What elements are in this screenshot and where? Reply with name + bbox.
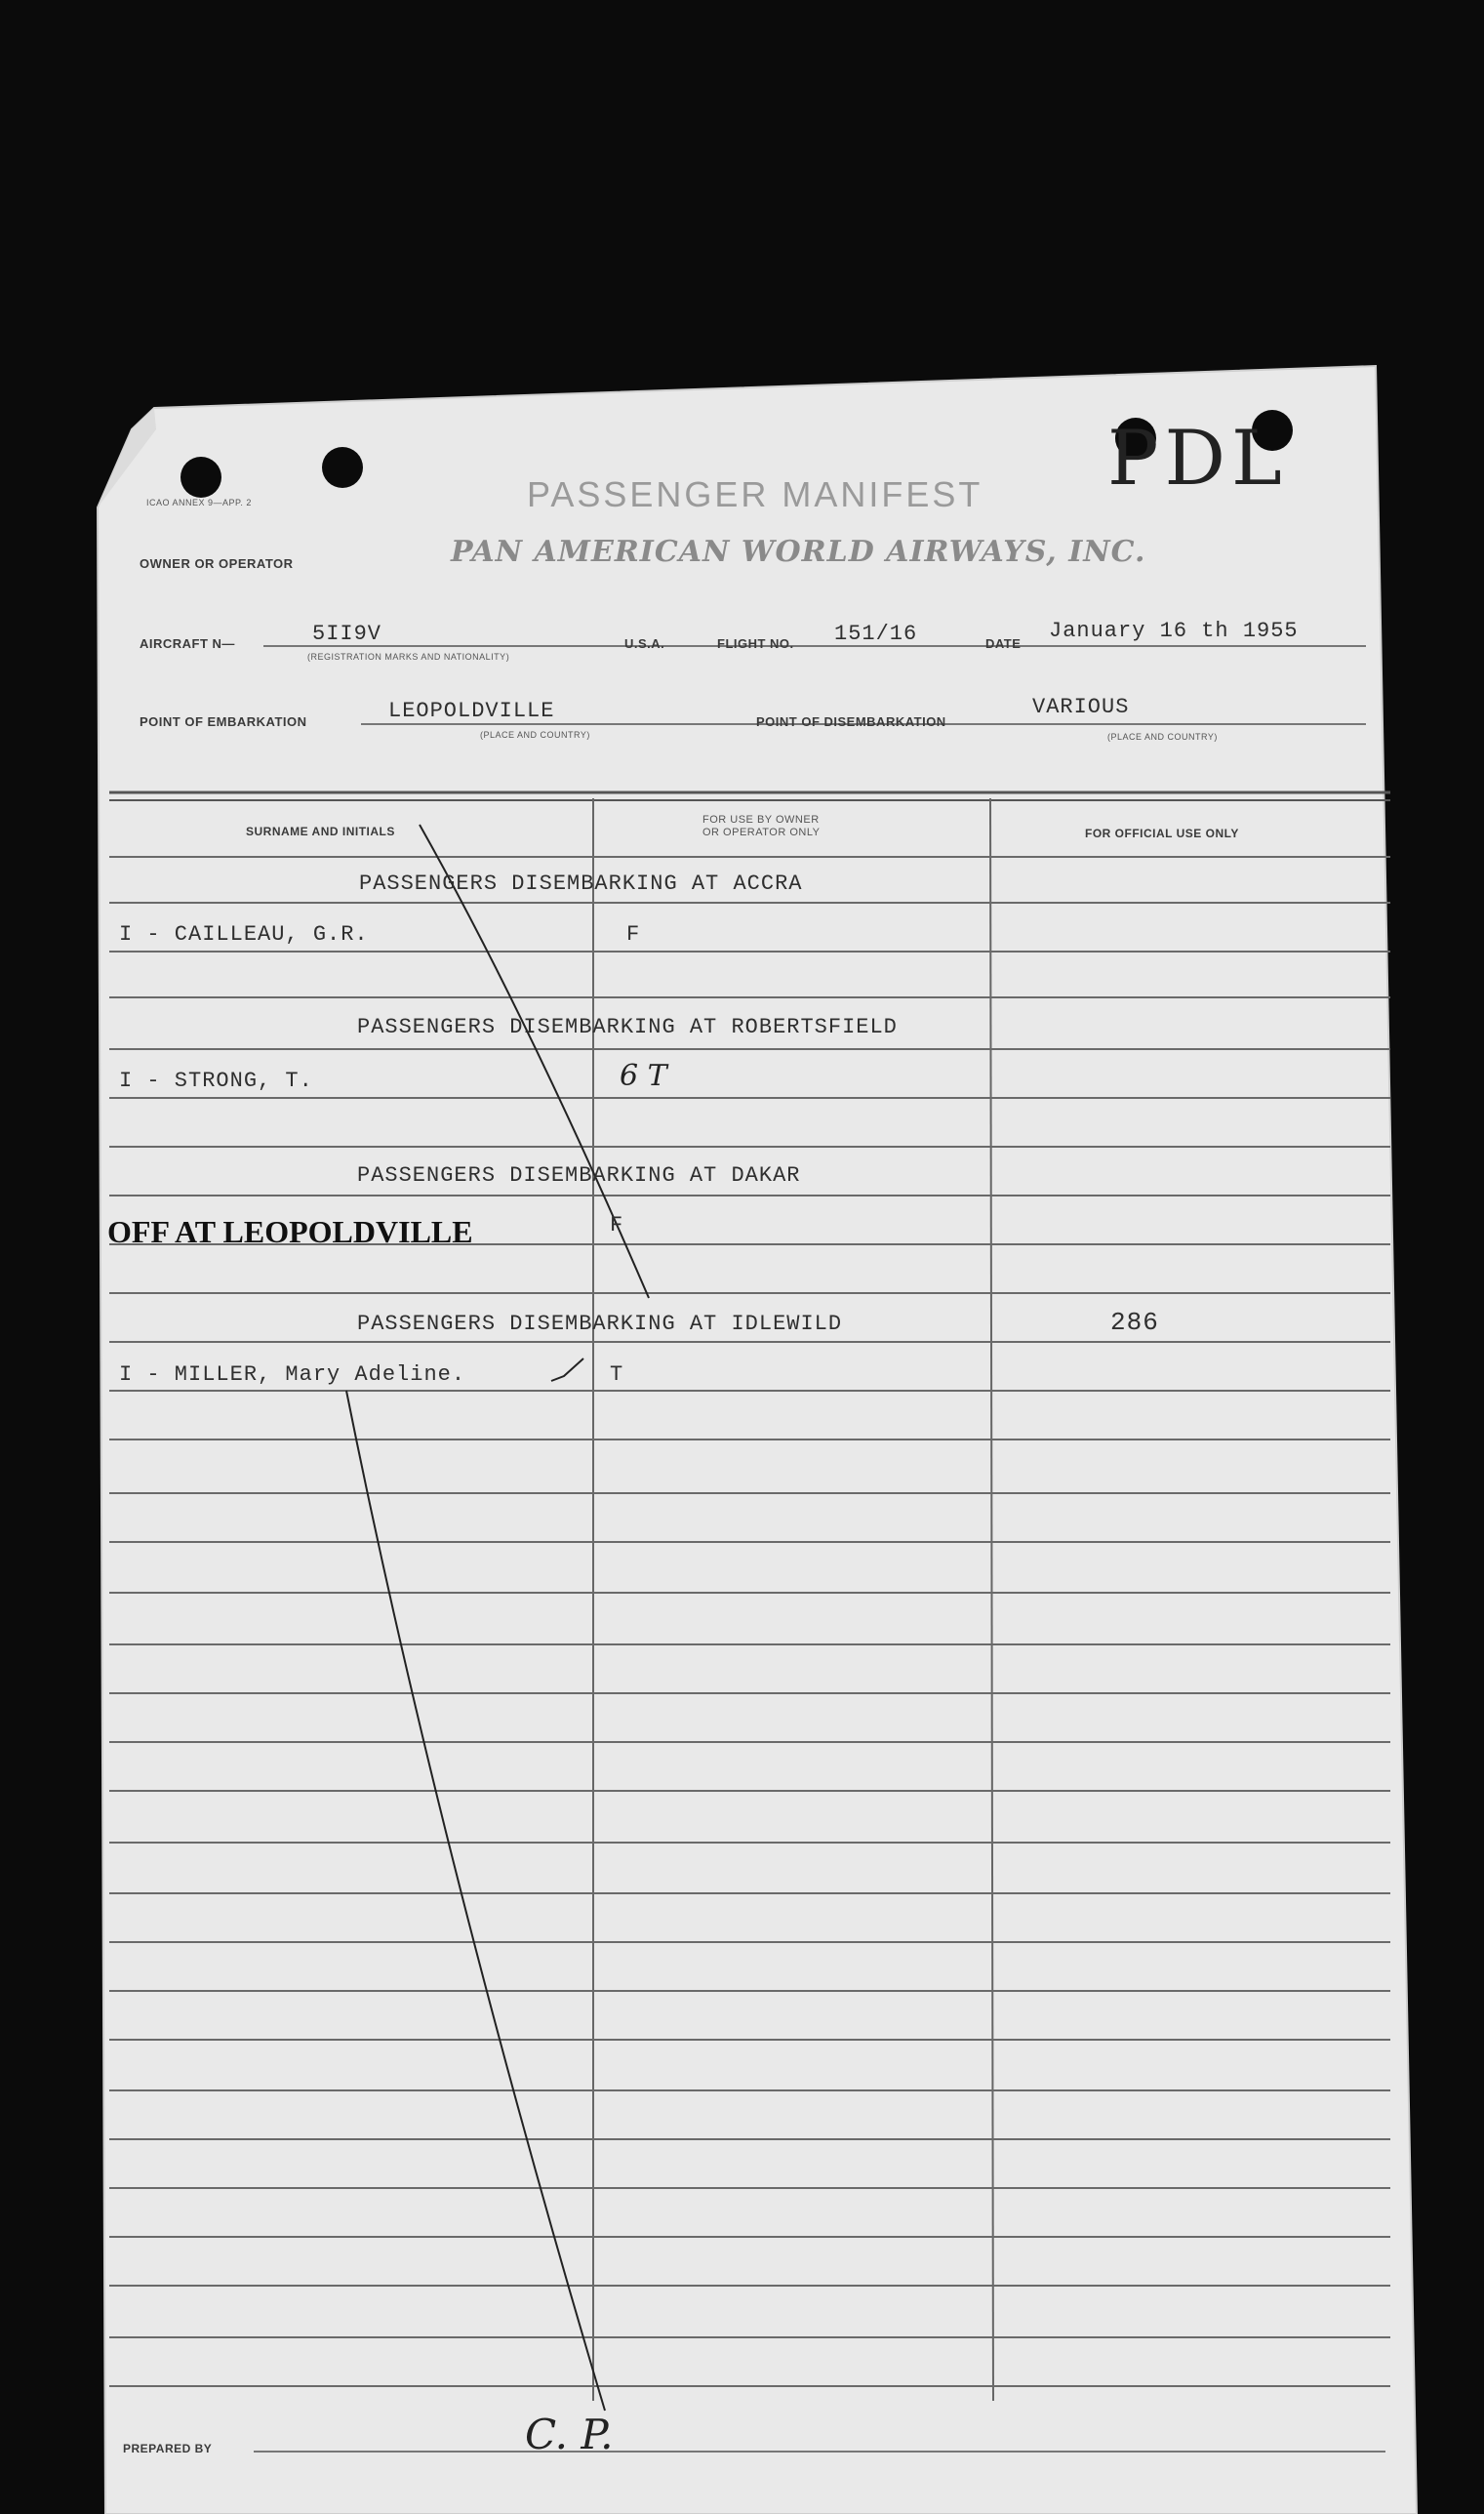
section-header: PASSENGERS DISEMBARKING AT ROBERTSFIELD	[357, 1015, 898, 1039]
embark-sublabel: (PLACE AND COUNTRY)	[480, 730, 590, 740]
section-header: PASSENGERS DISEMBARKING AT DAKAR	[357, 1163, 801, 1188]
prepared-by-label: PREPARED BY	[123, 2442, 213, 2455]
aircraft-label: AIRCRAFT N—	[140, 636, 235, 651]
passenger-name: I - CAILLEAU, G.R.	[119, 922, 369, 947]
country-label: U.S.A.	[624, 636, 665, 651]
company-name: PAN AMERICAN WORLD AIRWAYS, INC.	[451, 535, 1146, 569]
stamp-off-at-leopoldville: OFF AT LEOPOLDVILLE	[107, 1214, 473, 1249]
passenger-name: I - STRONG, T.	[119, 1069, 313, 1093]
date-value: January 16 th 1955	[1049, 619, 1299, 643]
passenger-name: I - MILLER, Mary Adeline.	[119, 1362, 466, 1387]
page-title: PASSENGER MANIFEST	[527, 474, 983, 514]
punch-hole-icon	[180, 457, 221, 498]
embark-label: POINT OF EMBARKATION	[140, 714, 307, 729]
date-label: DATE	[985, 636, 1022, 651]
flight-label: FLIGHT NO.	[717, 636, 794, 651]
signature: C. P.	[525, 2411, 614, 2458]
passenger-code: F	[626, 922, 641, 947]
handwritten-code: PDL	[1107, 415, 1288, 503]
column-header-surname: SURNAME AND INITIALS	[246, 825, 395, 838]
disembark-label: POINT OF DISEMBARKATION	[756, 714, 946, 729]
passenger-code: 6 T	[620, 1059, 667, 1093]
section-header: PASSENGERS DISEMBARKING AT ACCRA	[359, 872, 803, 896]
flight-value: 151/16	[834, 622, 918, 646]
aircraft-value: 5II9V	[312, 622, 382, 646]
punch-hole-icon	[322, 447, 363, 488]
column-header-owner-use: FOR USE BY OWNER	[702, 814, 820, 826]
aircraft-sublabel: (REGISTRATION MARKS AND NATIONALITY)	[307, 652, 510, 662]
column-header-owner-use: OR OPERATOR ONLY	[702, 827, 821, 838]
disembark-sublabel: (PLACE AND COUNTRY)	[1107, 732, 1218, 742]
passenger-code: T	[610, 1362, 624, 1387]
disembark-value: VARIOUS	[1032, 695, 1130, 719]
form-reference: ICAO ANNEX 9—APP. 2	[146, 498, 252, 507]
owner-label: OWNER OR OPERATOR	[140, 556, 294, 571]
passenger-code: F	[610, 1213, 624, 1237]
official-number: 286	[1110, 1308, 1159, 1337]
section-header: PASSENGERS DISEMBARKING AT IDLEWILD	[357, 1312, 843, 1336]
embark-value: LEOPOLDVILLE	[388, 699, 555, 723]
column-header-official: FOR OFFICIAL USE ONLY	[1085, 827, 1239, 840]
